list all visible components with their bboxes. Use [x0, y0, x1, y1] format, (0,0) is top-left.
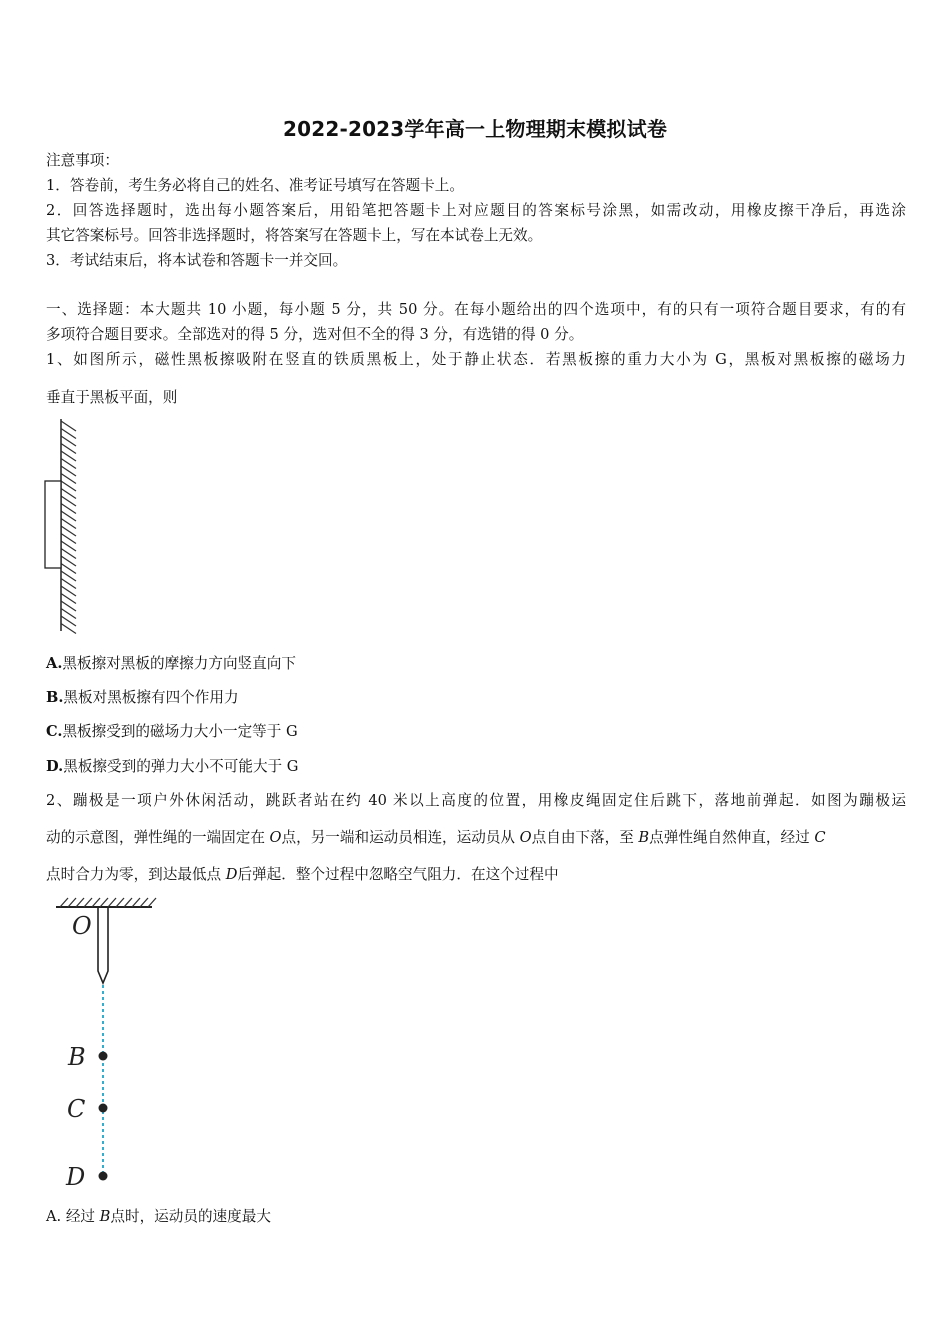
- ceiling-hatch-line: [100, 898, 108, 907]
- q2-stem-line-3: 点时合力为零，到达最低点 D后弹起．整个过程中忽略空气阻力．在这个过程中: [46, 866, 559, 883]
- q2-option-a: A. 经过 B点时，运动员的速度最大: [46, 1208, 271, 1225]
- ceiling-hatch-line: [68, 898, 76, 907]
- label-o: O: [72, 912, 92, 940]
- ceiling-hatch-line: [92, 898, 100, 907]
- ceiling-hatch-line: [132, 898, 140, 907]
- point-c-dot: [99, 1104, 108, 1113]
- q1-option-b: B.黑板对黑板擦有四个作用力: [46, 689, 239, 706]
- ceiling-hatch-line: [116, 898, 124, 907]
- q1-option-c: C.黑板擦受到的磁场力大小一定等于 G: [46, 723, 298, 740]
- ceiling-hatch-line: [148, 898, 156, 907]
- notice-item-3: 3．考试结束后，将本试卷和答题卡一并交回。: [46, 252, 348, 269]
- ceiling-hatch-line: [76, 898, 84, 907]
- label-d: D: [66, 1163, 86, 1191]
- ceiling-hatch-line: [108, 898, 116, 907]
- label-c: C: [67, 1095, 86, 1123]
- notice-item-2-line-2: 其它答案标号。回答非选择题时，将答案写在答题卡上，写在本试卷上无效。: [46, 227, 543, 244]
- section-1-intro-line-1: 一、选择题：本大题共 10 小题，每小题 5 分，共 50 分。在每小题给出的四个选项中，有的只有一项符合题目要求，有的有: [46, 301, 906, 318]
- q2-bungee-figure: [50, 893, 160, 1193]
- eraser-shape: [45, 481, 61, 568]
- notice-item-2-line-1: 2．回答选择题时，选出每小题答案后，用铅笔把答题卡上对应题目的答案标号涂黑，如需改动，用橡皮擦干净后，再选涂: [46, 202, 906, 219]
- page-title: 2022-2023学年高一上物理期末模拟试卷: [282, 117, 668, 141]
- rope-clip-shape: [98, 907, 108, 983]
- point-d-dot: [99, 1172, 108, 1181]
- ceiling-hatch-line: [60, 898, 68, 907]
- notice-item-1: 1．答卷前，考生务必将自己的姓名、准考证号填写在答题卡上。: [46, 177, 464, 194]
- notice-heading: 注意事项：: [46, 152, 119, 169]
- q1-option-d: D.黑板擦受到的弹力大小不可能大于 G: [46, 758, 299, 775]
- q1-stem-line-2: 垂直于黑板平面，则: [46, 389, 178, 406]
- ceiling-hatch-line: [84, 898, 92, 907]
- section-1-intro-line-2: 多项符合题目要求。全部选对的得 5 分，选对但不全的得 3 分，有选错的得 0 分。: [46, 326, 584, 343]
- label-b: B: [68, 1043, 86, 1071]
- point-b-dot: [99, 1052, 108, 1061]
- ceiling-hatch-line: [124, 898, 132, 907]
- q2-stem-line-2: 动的示意图，弹性绳的一端固定在 O点，另一端和运动员相连，运动员从 O点自由下落，至 B点弹性绳自然伸直，经过 C: [46, 829, 826, 846]
- q2-stem-line-1: 2、蹦极是一项户外休闲活动，跳跃者站在约 40 米以上高度的位置，用橡皮绳固定住后跳下，落地前弹起．如图为蹦极运: [46, 792, 906, 809]
- q1-option-a: A.黑板擦对黑板的摩擦力方向竖直向下: [46, 655, 296, 672]
- ceiling-hatch-line: [140, 898, 148, 907]
- q1-blackboard-figure: [40, 415, 90, 635]
- q1-stem-line-1: 1、如图所示，磁性黑板擦吸附在竖直的铁质黑板上，处于静止状态．若黑板擦的重力大小为 G，黑板对黑板擦的磁场力: [46, 351, 906, 368]
